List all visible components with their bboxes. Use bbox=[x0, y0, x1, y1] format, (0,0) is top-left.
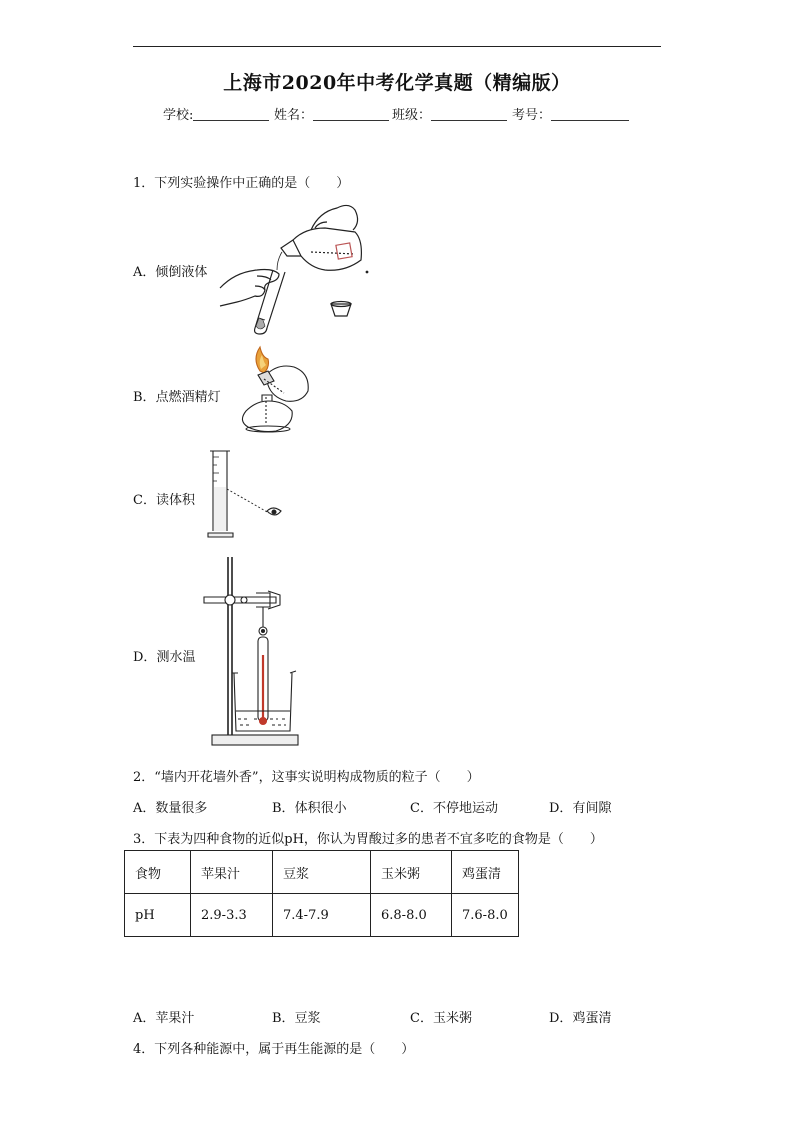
school-label: 学校: bbox=[163, 108, 194, 123]
table-cell: 鸡蛋清 bbox=[452, 851, 519, 894]
q3-option-d[interactable]: D．鸡蛋清 bbox=[549, 1011, 612, 1026]
q2-option-b[interactable]: B．体积很小 bbox=[272, 801, 347, 816]
q1-option-d[interactable]: D．测水温 bbox=[133, 650, 196, 665]
lighting-alcohol-lamp-figure bbox=[228, 345, 318, 437]
page-title: 上海市2020年中考化学真题（精编版） bbox=[223, 72, 571, 94]
question-4-stem: 4．下列各种能源中，属于再生能源的是（ ） bbox=[133, 1042, 415, 1057]
table-cell: 2.9-3.3 bbox=[191, 894, 273, 937]
school-blank[interactable] bbox=[193, 108, 269, 121]
table-cell: pH bbox=[125, 894, 191, 937]
table-cell: 玉米粥 bbox=[371, 851, 452, 894]
class-field[interactable] bbox=[392, 104, 507, 123]
table-cell: 食物 bbox=[125, 851, 191, 894]
name-blank[interactable] bbox=[313, 108, 389, 121]
exam-number-label: 考号： bbox=[512, 108, 552, 123]
name-field[interactable] bbox=[274, 104, 389, 123]
table-cell: 6.8-8.0 bbox=[371, 894, 452, 937]
exam-number-field[interactable] bbox=[512, 104, 629, 123]
q3-option-a[interactable]: A．苹果汁 bbox=[133, 1011, 195, 1026]
q1-option-c[interactable]: C．读体积 bbox=[133, 493, 195, 508]
class-label: 班级： bbox=[392, 108, 432, 123]
school-field[interactable] bbox=[163, 104, 269, 123]
question-2-stem: 2．“墙内开花墙外香”，这事实说明构成物质的粒子（ ） bbox=[133, 770, 480, 785]
q2-option-d[interactable]: D．有间隙 bbox=[549, 801, 612, 816]
question-3-stem: 3．下表为四种食物的近似pH，你认为胃酸过多的患者不宜多吃的食物是（ ） bbox=[133, 832, 603, 847]
q2-option-a[interactable]: A．数量很多 bbox=[133, 801, 208, 816]
table-cell: 苹果汁 bbox=[191, 851, 273, 894]
q1-option-a[interactable]: A．倾倒液体 bbox=[133, 265, 208, 280]
table-row bbox=[125, 851, 519, 894]
name-label: 姓名： bbox=[274, 108, 314, 123]
question-1-stem: 1．下列实验操作中正确的是（ ） bbox=[133, 176, 350, 191]
q3-option-b[interactable]: B．豆浆 bbox=[272, 1011, 321, 1026]
q1-option-b[interactable]: B．点燃酒精灯 bbox=[133, 390, 221, 405]
header-rule bbox=[133, 46, 661, 47]
q3-option-c[interactable]: C．玉米粥 bbox=[410, 1011, 472, 1026]
reading-volume-figure bbox=[205, 447, 290, 539]
q2-option-c[interactable]: C．不停地运动 bbox=[410, 801, 498, 816]
ph-table bbox=[124, 850, 519, 937]
exam-number-blank[interactable] bbox=[551, 108, 629, 121]
table-cell: 豆浆 bbox=[273, 851, 371, 894]
table-cell: 7.4-7.9 bbox=[273, 894, 371, 937]
table-cell: 7.6-8.0 bbox=[452, 894, 519, 937]
class-blank[interactable] bbox=[431, 108, 507, 121]
measuring-water-temperature-figure bbox=[200, 555, 305, 750]
pouring-liquid-figure bbox=[215, 200, 375, 335]
table-row bbox=[125, 894, 519, 937]
